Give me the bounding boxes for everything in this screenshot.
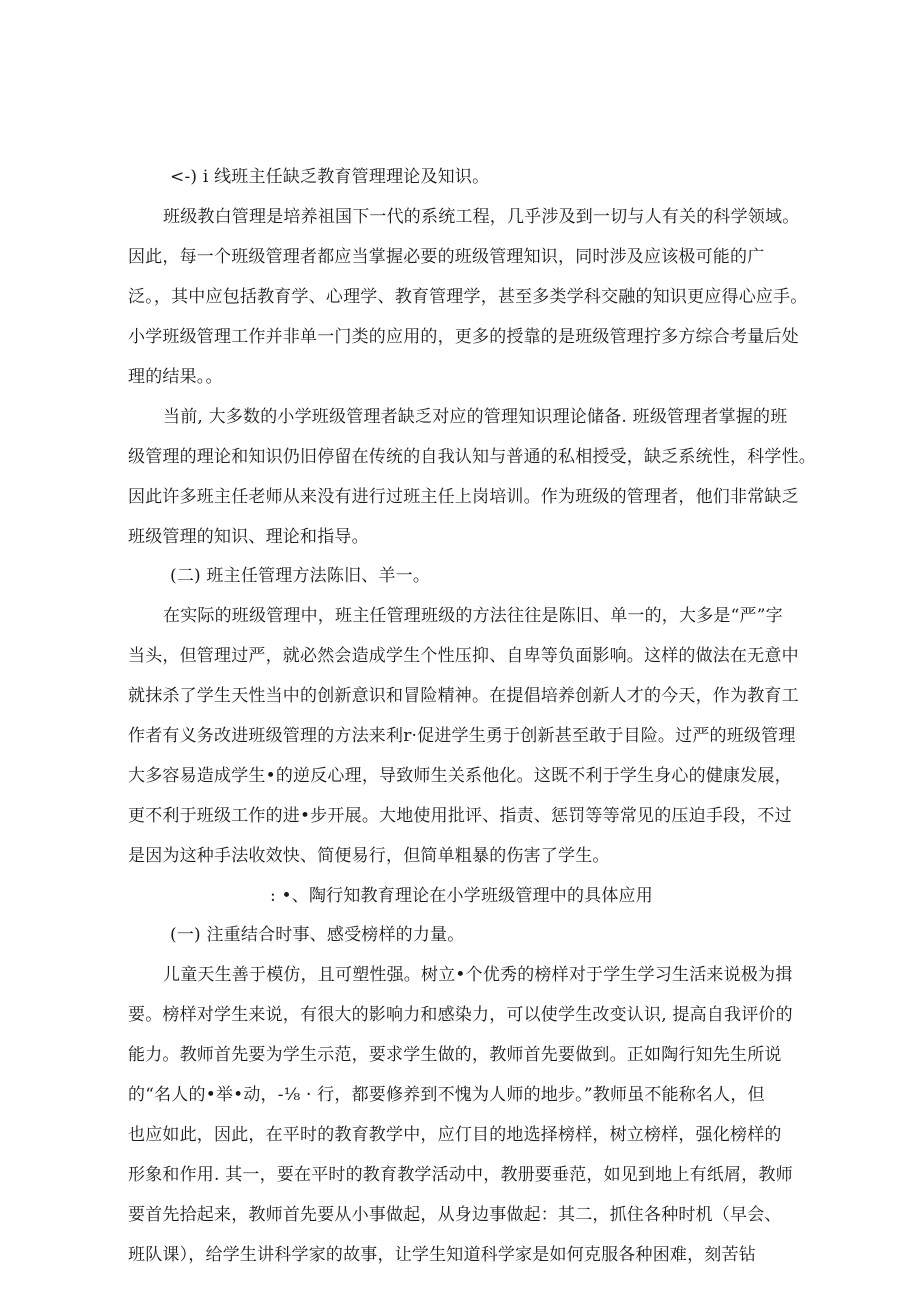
paragraph-3-line-2: 当头，但管理过严，就必然会造成学生个性压抑、自卑等负面影响。这样的做法在无意中 <box>128 646 799 666</box>
paragraph-4-line-7: 要首先拾起来，教师首先要从小事做起，从身边事做起：其二，抓住各种时机（早会、 <box>128 1205 782 1225</box>
paragraph-4-line-6: 形象和作用. 其一，要在平时的教育教学活动中，教册要垂范，如见到地上有纸屑，教师 <box>128 1165 793 1185</box>
paragraph-4-line-1: 儿童天生善于模仿，且可塑性强。树立•个优秀的榜样对于学生学习生活来说极为揖 <box>163 965 793 985</box>
paragraph-3-line-1: 在实际的班级管理中，班主任管理班级的方法往往是陈旧、单一的，大多是“严”字 <box>163 606 783 626</box>
paragraph-1-line-4: 小学班级管理工作并非单一门类的应用的，更多的授靠的是班级管理拧多方综合考量后处 <box>128 327 799 347</box>
paragraph-4-line-2: 要。榜样对学生来说，有很大的影响力和感染力，可以使学生改变认识, 提高自我评价的 <box>128 1005 793 1025</box>
section-title: : •、陶行知教育理论在小学班级管理中的具体应用 <box>270 886 653 906</box>
paragraph-1-line-5: 理的结果。。 <box>128 367 223 387</box>
paragraph-1-line-3: 泛。，其中应包括教育学、心理学、教育管理学，甚至多类学科交融的知识更应得心应手。 <box>128 287 808 307</box>
paragraph-1-line-1: 班级教白管理是培养祖国下一代的系统工程，几乎涉及到一切与人有关的科学领域。 <box>163 207 800 227</box>
paragraph-4-line-8: 班队课），给学生讲科学家的故事，让学生知道科学家是如何克服各种困难，刻苦钻 <box>128 1245 756 1265</box>
paragraph-3-line-3: 就抹杀了学生天性当中的创新意识和冒险精神。在提倡培养创新人才的今天，作为教育工 <box>128 686 799 706</box>
subheading-1: <-) i 线班主任缺乏教育管理理论及知识。 <box>170 167 490 187</box>
paragraph-2-line-2: 级管理的理论和知识仍旧停留在传统的自我认知与普通的私相授受，缺乏系统性，科学性。 <box>128 447 816 467</box>
paragraph-4-line-3: 能力。教师首先要为学生示范，要求学生做的，教师首先要做到。正如陶行知先生所说 <box>128 1045 782 1065</box>
paragraph-3-line-4: 作者有义务改进班级管理的方法来利r·促进学生勇于创新甚至敢于目险。过严的班级管理 <box>128 726 796 746</box>
paragraph-4-line-4: 的“名人的•举•动，-⅛ · 行，都要修养到不愧为人师的地步。”教师虽不能称名人，但 <box>128 1085 765 1105</box>
paragraph-3-line-7: 是因为这种手法收效快、简便易行，但简单粗暴的伤害了学生。 <box>128 846 610 866</box>
paragraph-3-line-6: 更不利于班级工作的进•步开展。大地使用批评、指责、惩罚等等常见的压迫手段，不过 <box>128 806 792 826</box>
paragraph-2-line-1: 当前, 大多数的小学班级管理者缺乏对应的管理知识理论储备. 班级管理者掌握的班 <box>163 407 788 427</box>
subheading-2: (二) 班主任管理方法陈旧、羊一。 <box>170 566 431 586</box>
paragraph-4-line-5: 也应如此，因此，在平时的教育教学中，应仃目的地选择榜样，树立榜样，强化榜样的 <box>128 1125 782 1145</box>
paragraph-1-line-2: 因此，每一个班级管理者都应当掌握必要的班级管理知识，同时涉及应该极可能的广 <box>128 247 765 267</box>
paragraph-2-line-3: 因此许多班主任老师从来没有进行过班主任上岗培训。作为班级的管理者，他们非常缺乏 <box>128 487 799 507</box>
paragraph-2-line-4: 班级管理的知识、理论和指导。 <box>128 527 369 547</box>
subheading-3: (一) 注重结合时事、感受榜样的力量。 <box>170 925 465 945</box>
paragraph-3-line-5: 大多容易造成学生•的逆反心理，导致师生关系他化。这既不利于学生身心的健康发展， <box>128 766 792 786</box>
